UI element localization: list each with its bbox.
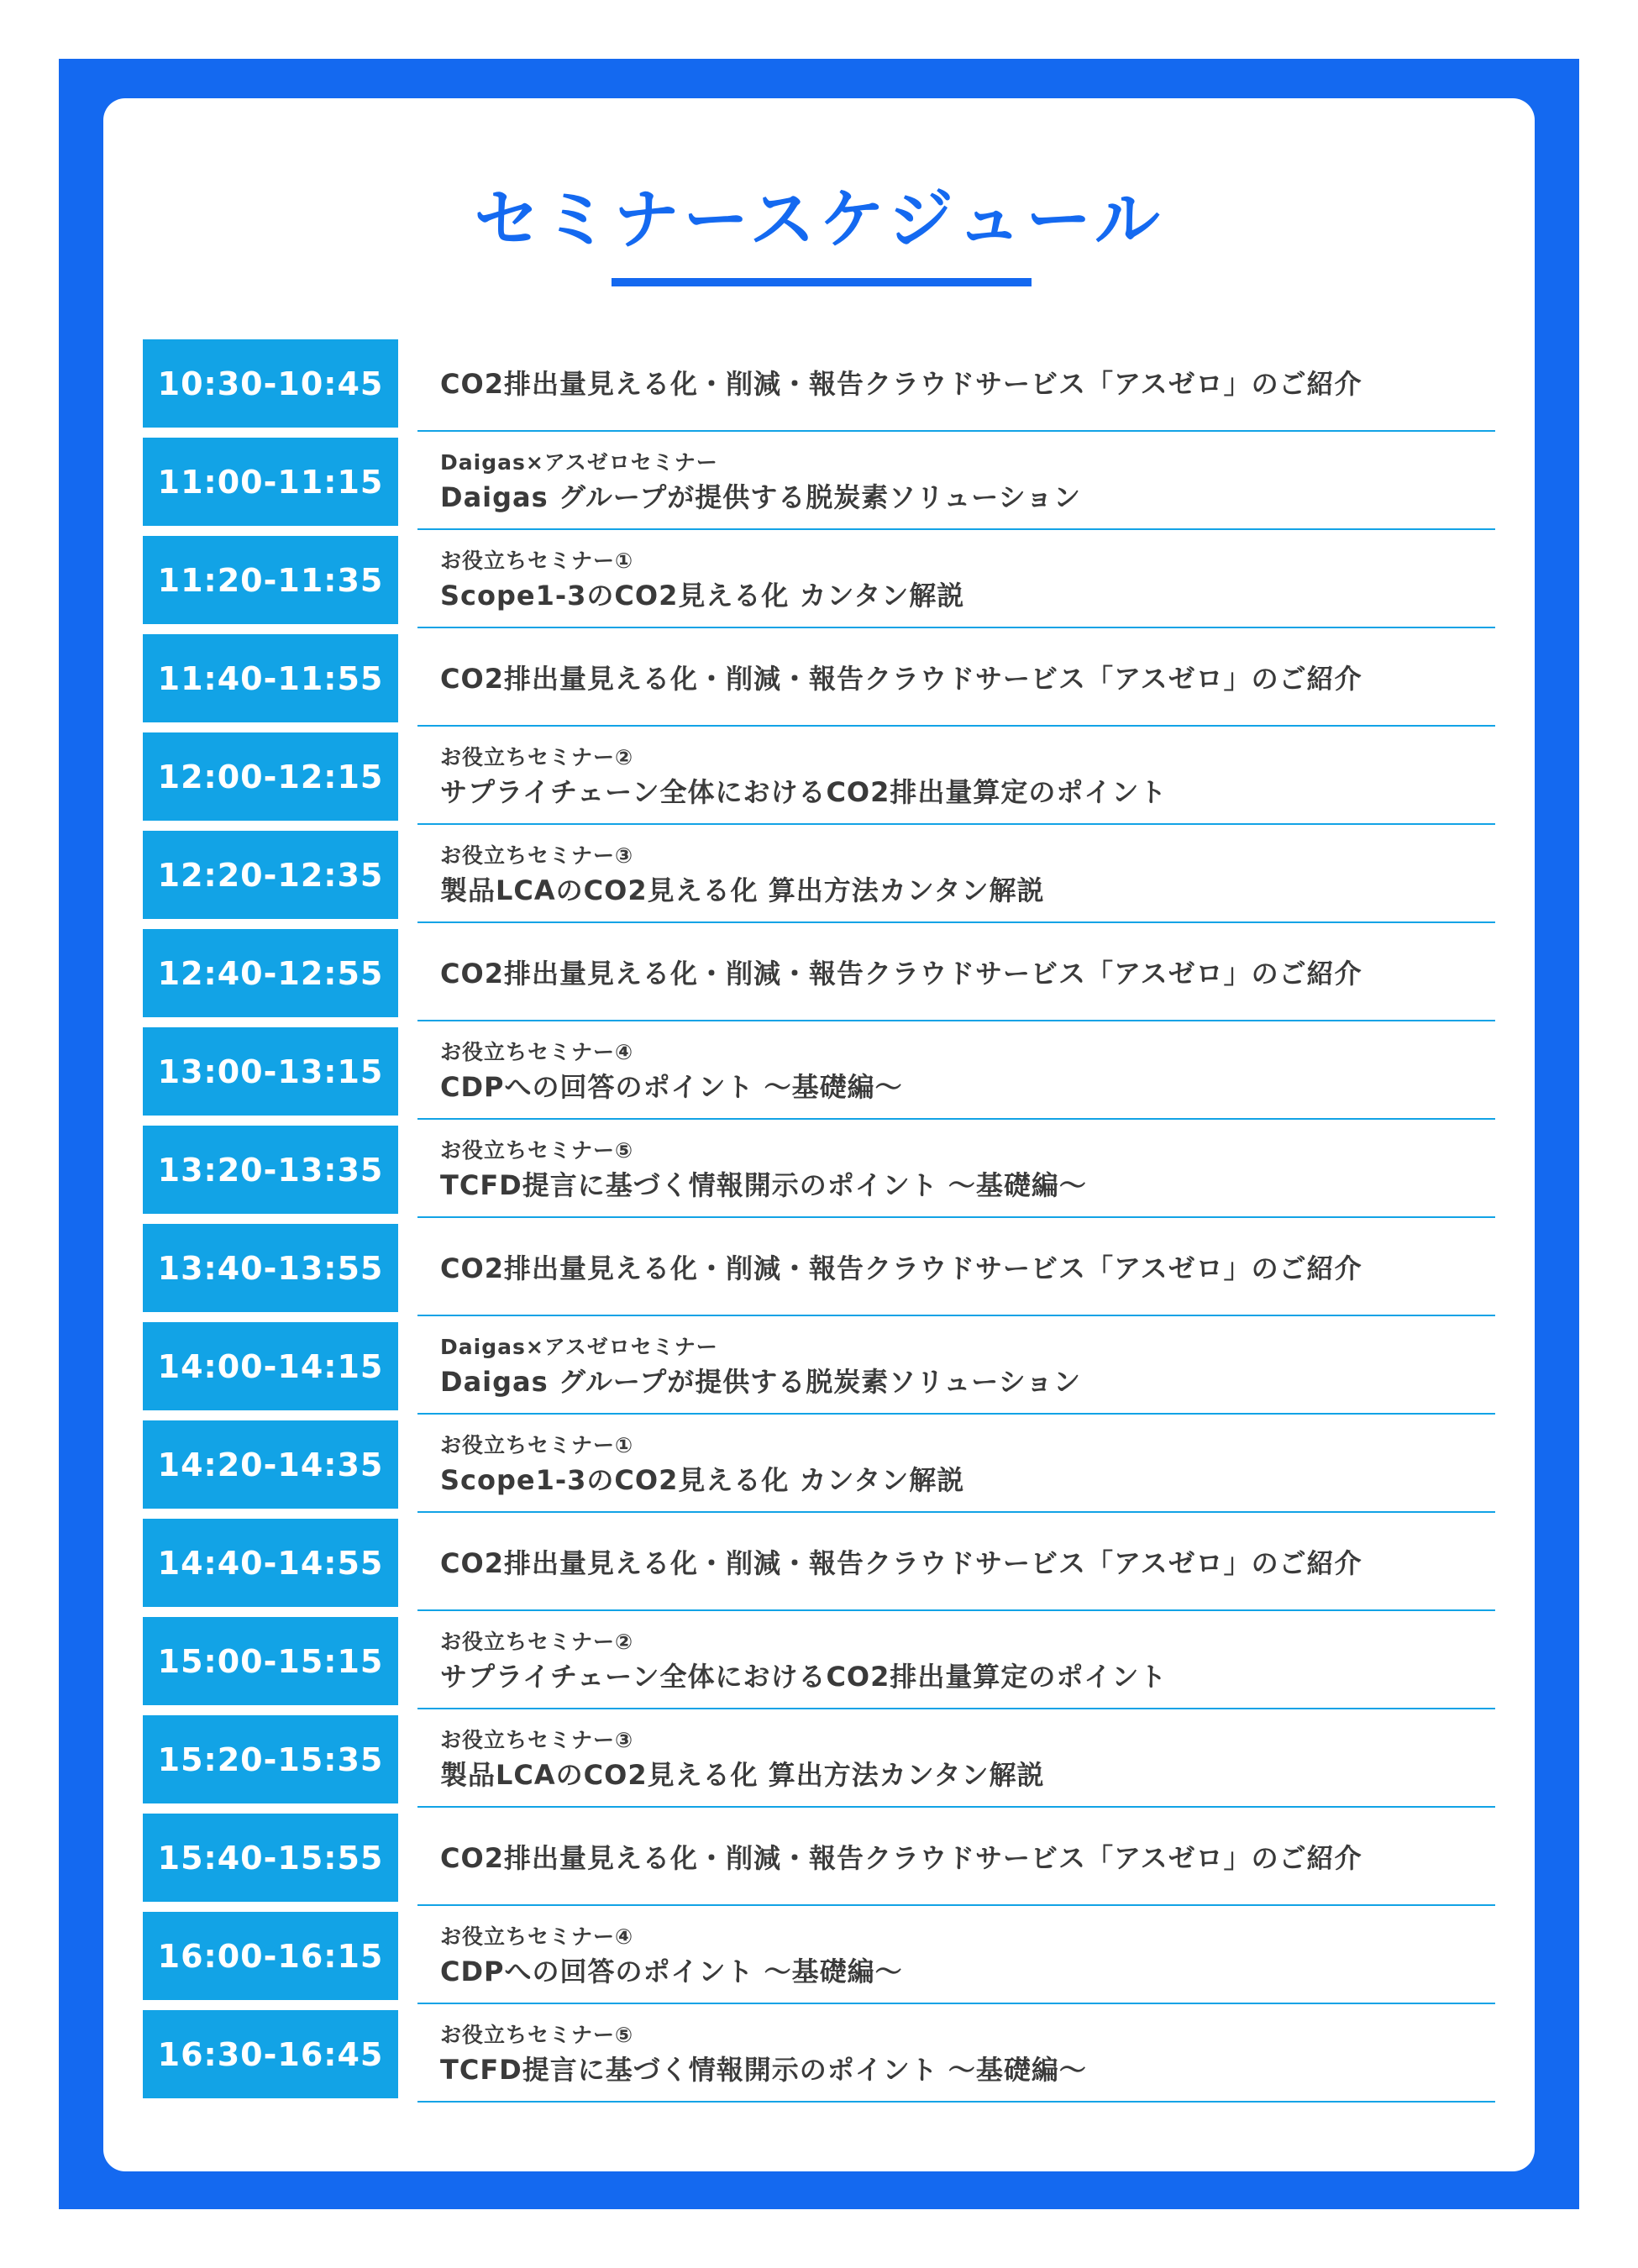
session-time: 16:30-16:45 <box>143 2010 398 2098</box>
session-content <box>417 732 1495 821</box>
schedule-row <box>143 339 1495 438</box>
schedule-list <box>143 339 1495 2108</box>
session-content <box>417 634 1495 722</box>
session-time: 13:40-13:55 <box>143 1224 398 1312</box>
row-divider <box>417 823 1495 825</box>
session-time: 14:00-14:15 <box>143 1322 398 1410</box>
session-content <box>417 1814 1495 1902</box>
session-title: Scope1-3のCO2見える化 カンタン解説 <box>440 1464 965 1497</box>
row-divider <box>417 921 1495 923</box>
session-time: 12:00-12:15 <box>143 732 398 821</box>
session-content <box>417 1912 1495 2000</box>
row-divider <box>417 1216 1495 1218</box>
row-divider <box>417 2003 1495 2004</box>
row-divider <box>417 1118 1495 1120</box>
session-time: 14:40-14:55 <box>143 1519 398 1607</box>
session-content <box>417 1027 1495 1116</box>
row-divider <box>417 1315 1495 1316</box>
session-content <box>417 438 1495 526</box>
row-divider <box>417 1511 1495 1513</box>
session-time: 15:00-15:15 <box>143 1617 398 1705</box>
schedule-row <box>143 1715 1495 1814</box>
schedule-row <box>143 2010 1495 2108</box>
session-time: 15:40-15:55 <box>143 1814 398 1902</box>
session-content <box>417 2010 1495 2098</box>
row-divider <box>417 725 1495 727</box>
schedule-row <box>143 1224 1495 1322</box>
session-time: 11:00-11:15 <box>143 438 398 526</box>
row-divider <box>417 1609 1495 1611</box>
session-subtitle: お役立ちセミナー① <box>440 1432 634 1457</box>
schedule-row <box>143 536 1495 634</box>
page-frame <box>59 59 1579 2209</box>
session-subtitle: お役立ちセミナー③ <box>440 843 634 868</box>
row-divider <box>417 1806 1495 1808</box>
row-divider <box>417 1020 1495 1021</box>
schedule-row <box>143 929 1495 1027</box>
session-title: CO2排出量見える化・削減・報告クラウドサービス「アスゼロ」のご紹介 <box>440 662 1362 695</box>
row-divider <box>417 1413 1495 1415</box>
session-subtitle: お役立ちセミナー③ <box>440 1727 634 1752</box>
row-divider <box>417 627 1495 628</box>
schedule-row <box>143 438 1495 536</box>
schedule-row <box>143 1027 1495 1126</box>
schedule-row <box>143 1617 1495 1715</box>
session-title: Scope1-3のCO2見える化 カンタン解説 <box>440 580 965 612</box>
session-title: CDPへの回答のポイント 〜基礎編〜 <box>440 1071 903 1104</box>
session-title: TCFD提言に基づく情報開示のポイント 〜基礎編〜 <box>440 2054 1087 2087</box>
session-content <box>417 1126 1495 1214</box>
session-title: Daigas グループが提供する脱炭素ソリューション <box>440 481 1082 514</box>
session-title: 製品LCAのCO2見える化 算出方法カンタン解説 <box>440 874 1045 907</box>
schedule-row <box>143 634 1495 732</box>
session-time: 16:00-16:15 <box>143 1912 398 2000</box>
session-title: CO2排出量見える化・削減・報告クラウドサービス「アスゼロ」のご紹介 <box>440 1841 1362 1874</box>
row-divider <box>417 430 1495 432</box>
session-subtitle: お役立ちセミナー⑤ <box>440 1137 634 1163</box>
row-divider <box>417 2101 1495 2103</box>
session-title: CDPへの回答のポイント 〜基礎編〜 <box>440 1956 903 1988</box>
schedule-card <box>103 98 1535 2171</box>
schedule-row <box>143 1126 1495 1224</box>
session-time: 13:20-13:35 <box>143 1126 398 1214</box>
page-title: セミナースケジュール <box>474 182 1164 258</box>
session-title: CO2排出量見える化・削減・報告クラウドサービス「アスゼロ」のご紹介 <box>440 957 1362 990</box>
session-title: CO2排出量見える化・削減・報告クラウドサービス「アスゼロ」のご紹介 <box>440 1252 1362 1284</box>
session-subtitle: お役立ちセミナー① <box>440 548 634 573</box>
session-content <box>417 831 1495 919</box>
schedule-row <box>143 1519 1495 1617</box>
session-content <box>417 1519 1495 1607</box>
session-subtitle: お役立ちセミナー④ <box>440 1924 634 1949</box>
session-time: 14:20-14:35 <box>143 1420 398 1509</box>
schedule-row <box>143 1322 1495 1420</box>
session-title: サプライチェーン全体におけるCO2排出量算定のポイント <box>440 776 1168 809</box>
session-title: 製品LCAのCO2見える化 算出方法カンタン解説 <box>440 1759 1045 1792</box>
session-time: 12:40-12:55 <box>143 929 398 1017</box>
schedule-row <box>143 1912 1495 2010</box>
schedule-row <box>143 1420 1495 1519</box>
row-divider <box>417 1904 1495 1906</box>
session-subtitle: Daigas×アスゼロセミナー <box>440 1334 718 1359</box>
session-content <box>417 929 1495 1017</box>
session-content <box>417 1715 1495 1803</box>
schedule-row <box>143 831 1495 929</box>
session-time: 11:20-11:35 <box>143 536 398 624</box>
session-title: サプライチェーン全体におけるCO2排出量算定のポイント <box>440 1661 1168 1693</box>
session-title: Daigas グループが提供する脱炭素ソリューション <box>440 1366 1082 1399</box>
session-subtitle: お役立ちセミナー④ <box>440 1039 634 1064</box>
session-content <box>417 339 1495 428</box>
session-subtitle: お役立ちセミナー② <box>440 1629 634 1654</box>
session-content <box>417 1224 1495 1312</box>
session-time: 13:00-13:15 <box>143 1027 398 1116</box>
title-underline <box>612 278 1032 286</box>
session-subtitle: Daigas×アスゼロセミナー <box>440 449 718 475</box>
session-time: 11:40-11:55 <box>143 634 398 722</box>
schedule-row <box>143 1814 1495 1912</box>
session-time: 15:20-15:35 <box>143 1715 398 1803</box>
session-time: 12:20-12:35 <box>143 831 398 919</box>
session-content <box>417 1617 1495 1705</box>
row-divider <box>417 1708 1495 1709</box>
session-subtitle: お役立ちセミナー⑤ <box>440 2022 634 2047</box>
session-subtitle: お役立ちセミナー② <box>440 744 634 769</box>
session-content <box>417 536 1495 624</box>
session-content <box>417 1322 1495 1410</box>
session-title: CO2排出量見える化・削減・報告クラウドサービス「アスゼロ」のご紹介 <box>440 1546 1362 1579</box>
row-divider <box>417 528 1495 530</box>
session-content <box>417 1420 1495 1509</box>
session-title: TCFD提言に基づく情報開示のポイント 〜基礎編〜 <box>440 1169 1087 1202</box>
session-title: CO2排出量見える化・削減・報告クラウドサービス「アスゼロ」のご紹介 <box>440 367 1362 400</box>
session-time: 10:30-10:45 <box>143 339 398 428</box>
schedule-row <box>143 732 1495 831</box>
